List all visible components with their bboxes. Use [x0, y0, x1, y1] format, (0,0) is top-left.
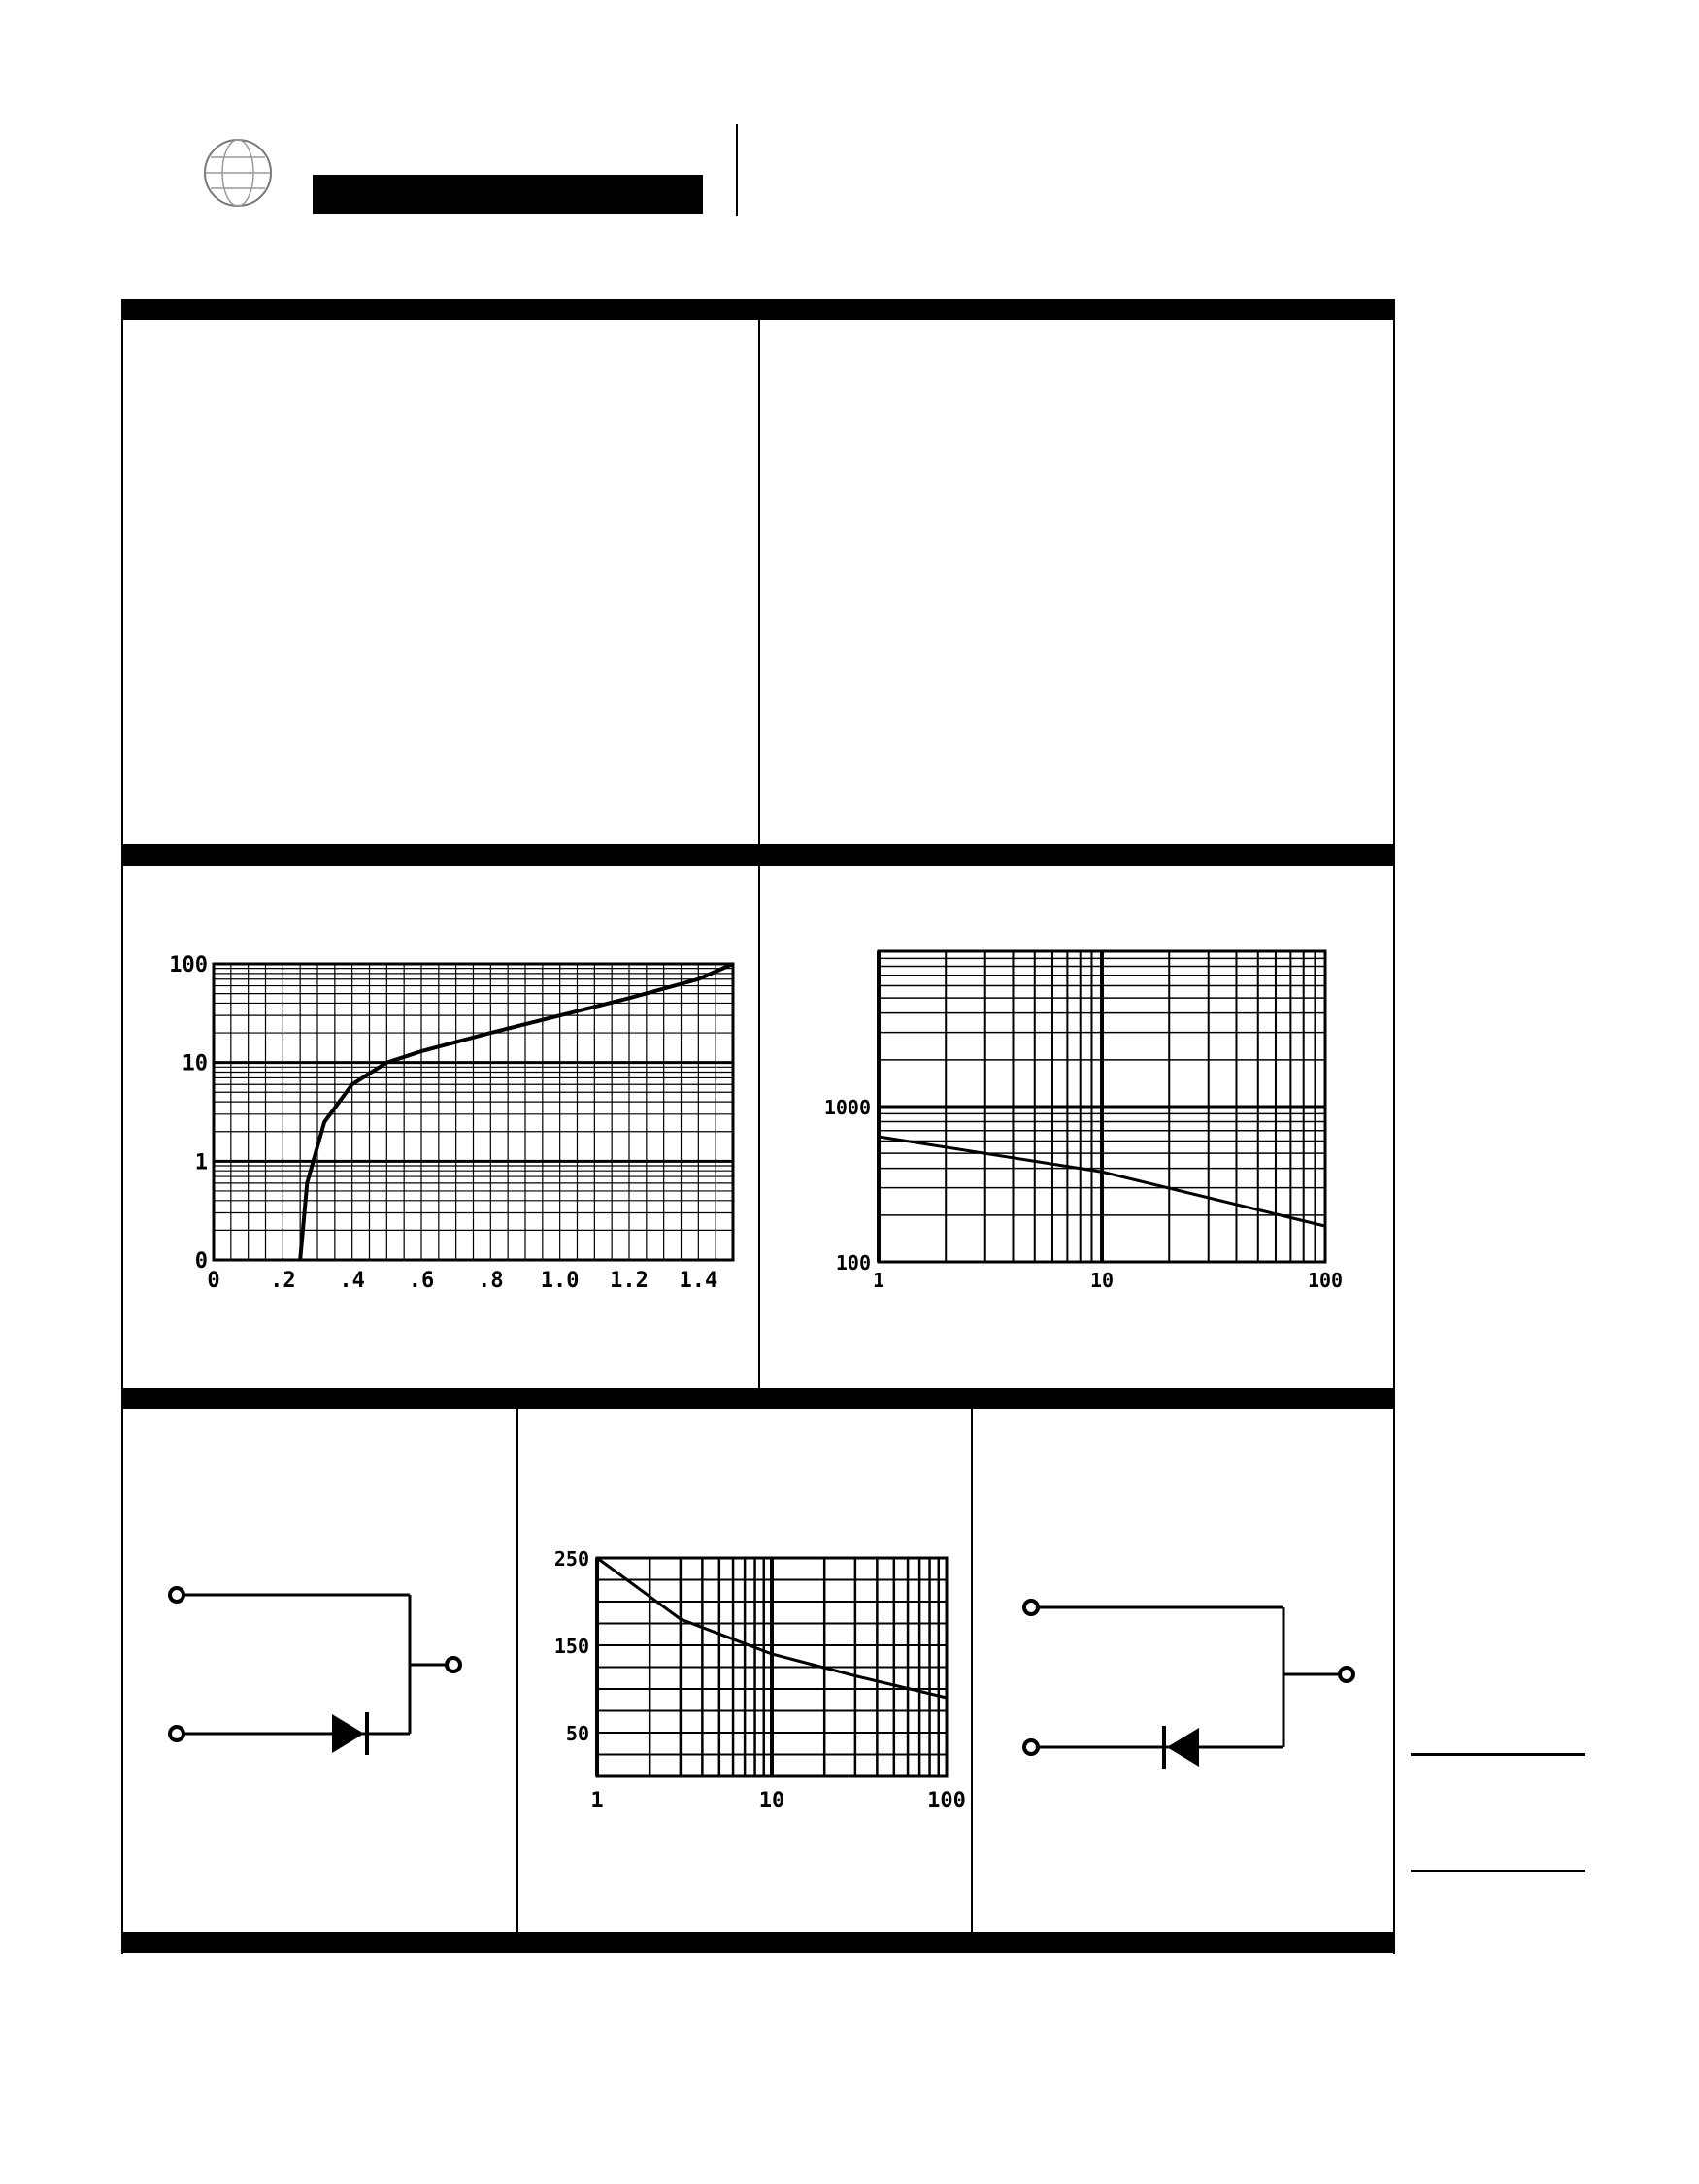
x-tick-label: 100	[927, 1789, 966, 1813]
circuit-left-diagram	[126, 1553, 495, 1767]
x-tick-label: 10	[1089, 1269, 1115, 1292]
y-tick-label: 150	[553, 1635, 589, 1658]
derating-chart	[184, 393, 689, 781]
column-divider-lower-left	[516, 1409, 518, 1932]
forward-chart	[169, 949, 743, 1293]
y-tick-label: 50	[565, 1722, 589, 1745]
x-tick-label: 1.4	[679, 1269, 718, 1293]
y-tick-label: 100	[169, 953, 208, 977]
header-divider	[736, 124, 738, 216]
y-tick-label: 0	[194, 1249, 208, 1274]
forward-curve	[300, 964, 733, 1260]
y-tick-label: 1	[194, 1150, 208, 1175]
frame-bar-2	[121, 1388, 1395, 1409]
company-logo	[121, 124, 296, 219]
x-tick-label: 10	[758, 1789, 785, 1813]
capacitance-chart	[825, 942, 1349, 1291]
x-tick-label: .4	[339, 1269, 365, 1293]
x-tick-label: .6	[408, 1269, 435, 1293]
ratings-divider-2	[1411, 1870, 1585, 1872]
y-tick-label: 250	[553, 1547, 589, 1571]
x-tick-label: 1.2	[610, 1269, 649, 1293]
circuit-right-diagram	[1000, 1563, 1388, 1776]
x-tick-label: 1	[872, 1269, 885, 1292]
x-tick-label: 100	[1307, 1269, 1344, 1292]
reverse-chart	[816, 422, 1369, 743]
forward-chart-2	[539, 1543, 976, 1815]
frame-bar-top	[121, 299, 1395, 320]
ratings-divider-1	[1411, 1753, 1585, 1756]
frame-bar-bottom	[121, 1932, 1395, 1953]
x-tick-label: 1.0	[540, 1269, 580, 1293]
diode-icon	[1167, 1728, 1199, 1767]
y-tick-label: 1000	[823, 1096, 871, 1119]
globe-icon	[199, 134, 277, 212]
column-divider	[758, 320, 760, 1388]
x-tick-label: 1	[590, 1789, 604, 1813]
diode-icon	[332, 1714, 364, 1753]
x-tick-label: .2	[270, 1269, 296, 1293]
y-tick-label: 10	[182, 1051, 208, 1076]
x-tick-label: .8	[478, 1269, 504, 1293]
header-bar	[313, 175, 703, 214]
y-tick-label: 100	[835, 1251, 871, 1274]
x-tick-label: 0	[207, 1269, 220, 1293]
